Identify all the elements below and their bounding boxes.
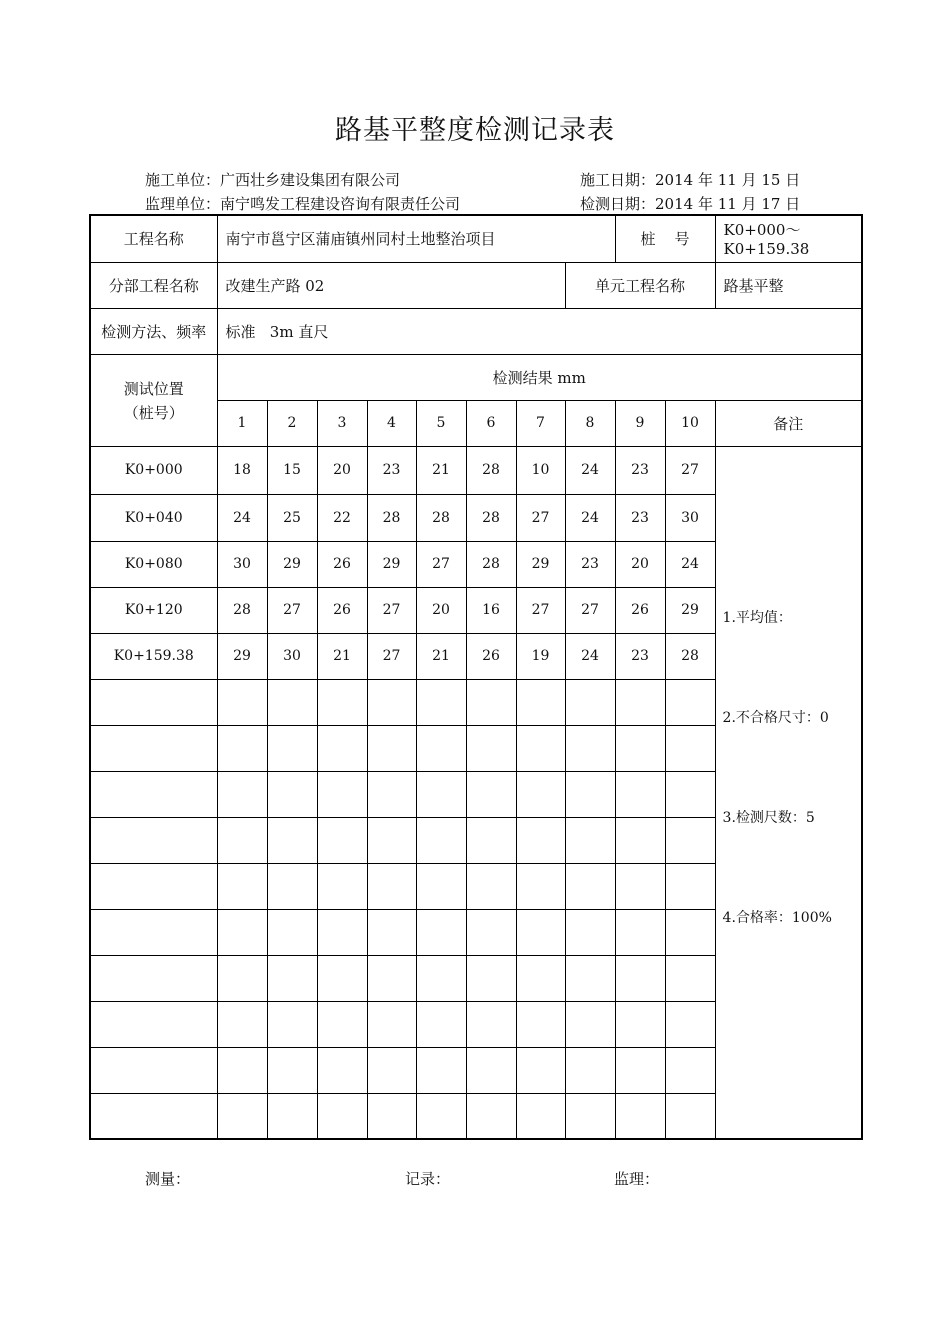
value-cell — [665, 1093, 715, 1139]
value-cell — [615, 1001, 665, 1047]
station-label: 桩 号 — [615, 215, 715, 262]
value-cell: 27 — [516, 494, 565, 541]
value-cell — [615, 679, 665, 725]
value-cell: 16 — [466, 587, 516, 633]
value-cell — [416, 1093, 466, 1139]
value-cell — [367, 1001, 416, 1047]
test-position-header — [90, 354, 217, 446]
value-cell: 28 — [367, 494, 416, 541]
value-cell — [516, 725, 565, 771]
value-cell: 23 — [565, 541, 615, 587]
value-cell — [217, 955, 267, 1001]
value-cell: 27 — [565, 587, 615, 633]
column-header-10: 10 — [665, 400, 715, 446]
value-cell — [317, 817, 367, 863]
value-cell: 27 — [267, 587, 317, 633]
column-header-4: 4 — [367, 400, 416, 446]
value-cell — [317, 771, 367, 817]
value-cell — [665, 1001, 715, 1047]
column-header-1: 1 — [217, 400, 267, 446]
station-cell — [90, 725, 217, 771]
project-name-label: 工程名称 — [90, 215, 217, 262]
value-cell — [367, 817, 416, 863]
method-value: 标准 3m 直尺 — [217, 308, 862, 354]
value-cell — [416, 679, 466, 725]
value-cell: 28 — [466, 446, 516, 494]
value-cell: 27 — [367, 587, 416, 633]
value-cell: 19 — [516, 633, 565, 679]
value-cell: 26 — [317, 587, 367, 633]
value-cell: 24 — [565, 446, 615, 494]
value-cell: 30 — [665, 494, 715, 541]
value-cell: 20 — [416, 587, 466, 633]
test-position-sublabel: （桩号） — [123, 403, 184, 422]
value-cell: 23 — [615, 633, 665, 679]
remark-item-1: 1.平均值： — [722, 609, 792, 626]
value-cell — [267, 909, 317, 955]
value-cell — [466, 679, 516, 725]
value-cell — [217, 1001, 267, 1047]
value-cell: 27 — [367, 633, 416, 679]
value-cell — [416, 1001, 466, 1047]
station-value: K0+000～K0+159.38 — [715, 215, 862, 262]
station-cell — [90, 955, 217, 1001]
value-cell — [516, 955, 565, 1001]
unit-project-value: 路基平整 — [715, 262, 862, 308]
value-cell — [416, 725, 466, 771]
value-cell — [466, 1047, 516, 1093]
measure-label: 测量： — [145, 1170, 191, 1188]
station-cell: K0+120 — [90, 587, 217, 633]
value-cell: 29 — [367, 541, 416, 587]
value-cell — [317, 863, 367, 909]
value-cell: 23 — [615, 494, 665, 541]
value-cell — [665, 863, 715, 909]
value-cell — [317, 955, 367, 1001]
value-cell: 26 — [317, 541, 367, 587]
value-cell — [267, 679, 317, 725]
value-cell: 10 — [516, 446, 565, 494]
inspection-table — [89, 214, 863, 1140]
value-cell — [217, 1047, 267, 1093]
value-cell — [217, 771, 267, 817]
station-cell: K0+000 — [90, 446, 217, 494]
value-cell — [615, 1093, 665, 1139]
value-cell — [267, 955, 317, 1001]
station-cell — [90, 1047, 217, 1093]
remark-item-2: 2.不合格尺寸：0 — [722, 709, 829, 726]
value-cell — [615, 771, 665, 817]
value-cell: 25 — [267, 494, 317, 541]
subproject-value: 改建生产路 02 — [217, 262, 565, 308]
value-cell: 21 — [416, 446, 466, 494]
value-cell — [565, 771, 615, 817]
value-cell: 27 — [665, 446, 715, 494]
value-cell — [267, 817, 317, 863]
inspection-date: 检测日期：2014 年 11 月 17 日 — [580, 195, 801, 213]
value-cell: 30 — [267, 633, 317, 679]
value-cell — [466, 1001, 516, 1047]
value-cell — [665, 771, 715, 817]
value-cell — [416, 863, 466, 909]
remark-item-4: 4.合格率：100% — [722, 909, 832, 926]
value-cell — [317, 725, 367, 771]
value-cell — [466, 863, 516, 909]
value-cell: 28 — [217, 587, 267, 633]
record-label: 记录： — [405, 1170, 451, 1188]
value-cell: 18 — [217, 446, 267, 494]
station-cell: K0+080 — [90, 541, 217, 587]
column-header-3: 3 — [317, 400, 367, 446]
value-cell — [416, 771, 466, 817]
value-cell — [217, 817, 267, 863]
value-cell — [565, 955, 615, 1001]
value-cell — [466, 725, 516, 771]
supervision-unit: 监理单位：南宁鸣发工程建设咨询有限责任公司 — [145, 195, 461, 213]
station-cell — [90, 771, 217, 817]
column-header-7: 7 — [516, 400, 565, 446]
station-cell — [90, 863, 217, 909]
value-cell — [615, 909, 665, 955]
value-cell: 15 — [267, 446, 317, 494]
station-cell — [90, 1093, 217, 1139]
subproject-label: 分部工程名称 — [90, 262, 217, 308]
value-cell: 27 — [516, 587, 565, 633]
value-cell — [367, 725, 416, 771]
value-cell: 24 — [217, 494, 267, 541]
value-cell — [565, 1093, 615, 1139]
value-cell — [267, 725, 317, 771]
value-cell — [565, 725, 615, 771]
remark-item-3: 3.检测尺数：5 — [722, 809, 815, 826]
value-cell — [565, 817, 615, 863]
value-cell — [217, 725, 267, 771]
value-cell — [516, 679, 565, 725]
station-cell — [90, 679, 217, 725]
value-cell — [516, 1001, 565, 1047]
value-cell — [416, 817, 466, 863]
value-cell — [565, 1001, 615, 1047]
value-cell — [565, 1047, 615, 1093]
station-cell — [90, 817, 217, 863]
value-cell — [516, 863, 565, 909]
value-cell: 23 — [367, 446, 416, 494]
column-header-2: 2 — [267, 400, 317, 446]
value-cell — [217, 679, 267, 725]
value-cell — [416, 909, 466, 955]
value-cell — [367, 955, 416, 1001]
value-cell — [516, 771, 565, 817]
value-cell — [367, 1047, 416, 1093]
value-cell — [466, 955, 516, 1001]
value-cell: 21 — [416, 633, 466, 679]
value-cell: 20 — [615, 541, 665, 587]
value-cell — [466, 771, 516, 817]
value-cell — [516, 909, 565, 955]
value-cell: 20 — [317, 446, 367, 494]
value-cell — [466, 817, 516, 863]
value-cell — [267, 771, 317, 817]
value-cell — [516, 817, 565, 863]
column-header-8: 8 — [565, 400, 615, 446]
value-cell — [217, 863, 267, 909]
station-cell: K0+159.38 — [90, 633, 217, 679]
page-title: 路基平整度检测记录表 — [335, 115, 615, 146]
value-cell — [665, 725, 715, 771]
value-cell — [367, 909, 416, 955]
construction-unit: 施工单位：广西壮乡建设集团有限公司 — [145, 171, 401, 189]
value-cell — [615, 1047, 665, 1093]
value-cell — [267, 1001, 317, 1047]
station-cell — [90, 1001, 217, 1047]
value-cell — [665, 1047, 715, 1093]
value-cell — [615, 817, 665, 863]
value-cell — [466, 909, 516, 955]
value-cell — [466, 1093, 516, 1139]
value-cell — [317, 1001, 367, 1047]
value-cell — [565, 909, 615, 955]
method-label: 检测方法、频率 — [90, 308, 217, 354]
value-cell — [565, 863, 615, 909]
value-cell: 24 — [565, 494, 615, 541]
value-cell — [416, 955, 466, 1001]
value-cell — [665, 955, 715, 1001]
value-cell — [267, 1093, 317, 1139]
value-cell: 29 — [217, 633, 267, 679]
value-cell: 24 — [565, 633, 615, 679]
column-header-9: 9 — [615, 400, 665, 446]
value-cell — [516, 1093, 565, 1139]
value-cell: 28 — [416, 494, 466, 541]
value-cell: 28 — [665, 633, 715, 679]
value-cell — [267, 863, 317, 909]
value-cell — [367, 679, 416, 725]
value-cell: 29 — [516, 541, 565, 587]
value-cell — [416, 1047, 466, 1093]
value-cell: 23 — [615, 446, 665, 494]
test-position-label: 测试位置 — [123, 379, 184, 398]
station-cell — [90, 909, 217, 955]
table-row — [90, 446, 862, 494]
results-header: 检测结果 mm — [217, 354, 862, 400]
value-cell: 28 — [466, 494, 516, 541]
value-cell — [367, 771, 416, 817]
value-cell — [317, 679, 367, 725]
value-cell — [665, 909, 715, 955]
value-cell — [665, 679, 715, 725]
value-cell: 30 — [217, 541, 267, 587]
unit-project-label: 单元工程名称 — [565, 262, 715, 308]
value-cell — [665, 817, 715, 863]
column-header-6: 6 — [466, 400, 516, 446]
value-cell: 22 — [317, 494, 367, 541]
value-cell — [565, 679, 615, 725]
value-cell: 29 — [665, 587, 715, 633]
station-cell: K0+040 — [90, 494, 217, 541]
value-cell — [615, 955, 665, 1001]
remark-header: 备注 — [715, 400, 862, 446]
value-cell: 24 — [665, 541, 715, 587]
value-cell: 27 — [416, 541, 466, 587]
value-cell — [615, 863, 665, 909]
column-header-5: 5 — [416, 400, 466, 446]
value-cell — [367, 863, 416, 909]
value-cell: 26 — [466, 633, 516, 679]
value-cell: 26 — [615, 587, 665, 633]
value-cell — [317, 1093, 367, 1139]
value-cell: 21 — [317, 633, 367, 679]
value-cell — [615, 725, 665, 771]
value-cell — [317, 1047, 367, 1093]
value-cell — [267, 1047, 317, 1093]
value-cell: 28 — [466, 541, 516, 587]
construction-date: 施工日期：2014 年 11 月 15 日 — [580, 171, 801, 189]
value-cell — [367, 1093, 416, 1139]
project-name-value: 南宁市邕宁区蒲庙镇州同村土地整治项目 — [217, 215, 615, 262]
value-cell — [516, 1047, 565, 1093]
value-cell — [217, 1093, 267, 1139]
value-cell — [317, 909, 367, 955]
supervise-label: 监理： — [614, 1170, 660, 1188]
remarks-cell — [715, 446, 862, 1139]
value-cell: 29 — [267, 541, 317, 587]
value-cell — [217, 909, 267, 955]
